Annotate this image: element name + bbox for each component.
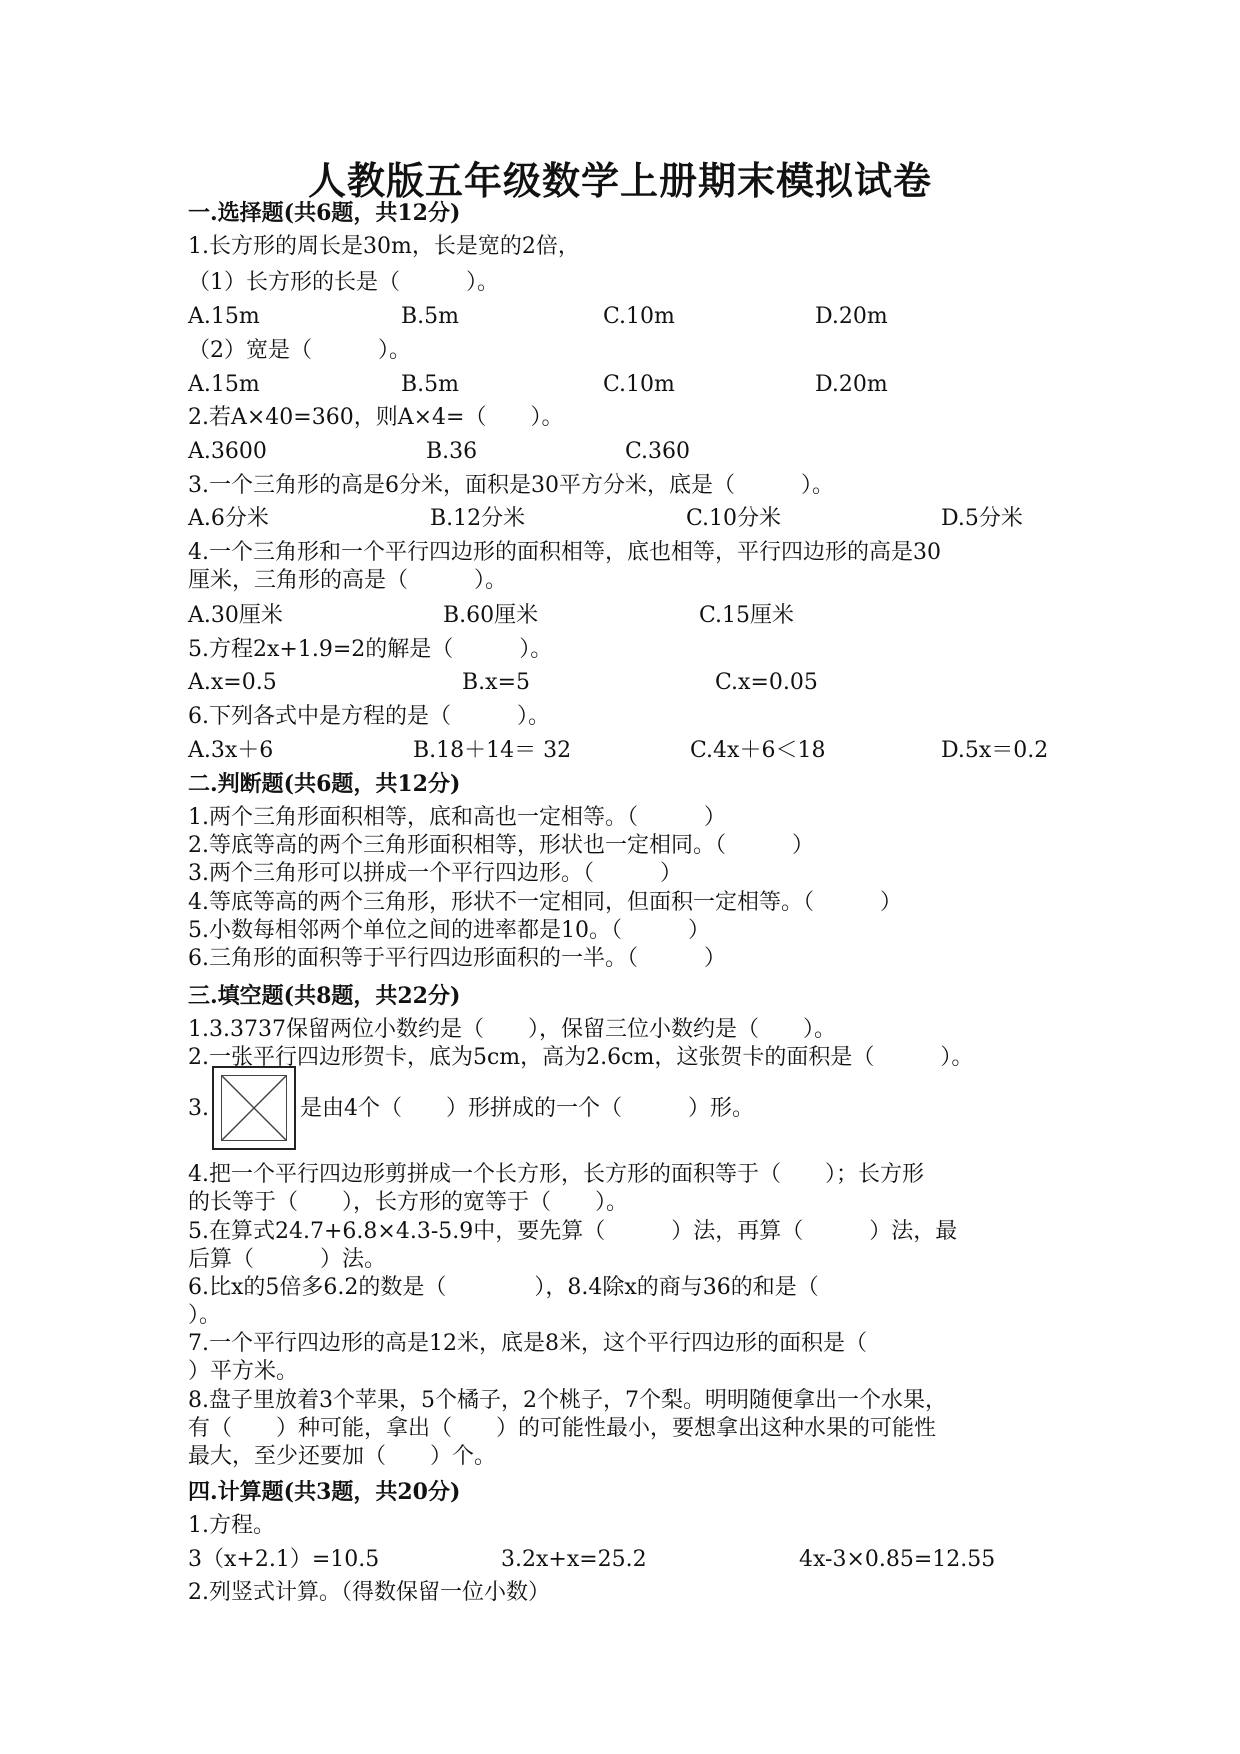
s1-question-5: 5.方程2x+1.9=2的解是（ ）。 <box>188 637 553 662</box>
s1-question-1-part-1: （1）长方形的长是（ ）。 <box>188 270 499 295</box>
option: C.15厘米 <box>699 603 795 628</box>
s4-question-2: 2.列竖式计算。（得数保留一位小数） <box>188 1580 550 1605</box>
option: B.5m <box>401 372 460 397</box>
option: C.360 <box>625 439 691 464</box>
s1-question-1-part-2: （2）宽是（ ）。 <box>188 338 411 363</box>
option: D.20m <box>815 372 888 397</box>
s3-question-2: 2.一张平行四边形贺卡，底为5cm，高为2.6cm，这张贺卡的面积是（ ）。 <box>188 1045 974 1070</box>
s3-question-5-line-2: 后算（ ）法。 <box>188 1247 387 1272</box>
s1-q2-options <box>188 437 1068 467</box>
s1-question-4-line-2: 厘米，三角形的高是（ ）。 <box>188 568 508 593</box>
equation: 3.2x+x=25.2 <box>501 1547 647 1572</box>
s1-q1a-options <box>188 302 1068 332</box>
option: C.10分米 <box>686 506 782 531</box>
s1-question-4-line-1: 4.一个三角形和一个平行四边形的面积相等，底也相等，平行四边形的高是30 <box>188 540 941 565</box>
s1-q3-options <box>188 504 1068 534</box>
option: B.60厘米 <box>443 603 539 628</box>
option: A.15m <box>188 304 260 329</box>
section-2-heading: 二.判断题(共6题，共12分) <box>188 771 461 797</box>
s1-question-2: 2.若A×40=360，则A×4=（ ）。 <box>188 405 564 430</box>
s2-item: 4.等底等高的两个三角形，形状不一定相同，但面积一定相等。（ ） <box>188 890 902 915</box>
s4-q1-equations <box>188 1545 1068 1575</box>
section-3-heading: 三.填空题(共8题，共22分) <box>188 983 461 1009</box>
s2-item: 6.三角形的面积等于平行四边形面积的一半。（ ） <box>188 946 726 971</box>
section-4-heading: 四.计算题(共3题，共20分) <box>188 1479 461 1505</box>
option: A.3x＋6 <box>188 738 274 763</box>
square-diagonals-figure <box>212 1066 296 1150</box>
s3-question-3-number: 3. <box>188 1096 209 1121</box>
s1-q4-options <box>188 601 1068 631</box>
s3-question-1: 1.3.3737保留两位小数约是（ ），保留三位小数约是（ ）。 <box>188 1017 836 1042</box>
s3-question-6-line-2: ）。 <box>188 1303 222 1328</box>
s3-question-4-line-2: 的长等于（ ），长方形的宽等于（ ）。 <box>188 1190 629 1215</box>
s1-q6-options <box>188 736 1068 766</box>
option: D.5x＝0.2 <box>941 738 1049 763</box>
s3-question-5-line-1: 5.在算式24.7+6.8×4.3-5.9中，要先算（ ）法，再算（ ）法，最 <box>188 1219 958 1244</box>
option: B.12分米 <box>430 506 526 531</box>
s2-item: 1.两个三角形面积相等，底和高也一定相等。（ ） <box>188 805 726 830</box>
s2-item: 2.等底等高的两个三角形面积相等，形状也一定相同。（ ） <box>188 833 814 858</box>
s1-q1b-options <box>188 370 1068 400</box>
s3-question-7-line-2: ）平方米。 <box>188 1359 299 1384</box>
option: A.30厘米 <box>188 603 283 628</box>
option: A.x=0.5 <box>188 670 277 695</box>
s2-item: 5.小数每相邻两个单位之间的进率都是10。（ ） <box>188 918 710 943</box>
s3-question-3-text: 是由4个（ ）形拼成的一个（ ）形。 <box>300 1096 754 1121</box>
s1-question-6: 6.下列各式中是方程的是（ ）。 <box>188 704 550 729</box>
option: B.5m <box>401 304 460 329</box>
option: C.4x＋6＜18 <box>690 738 826 763</box>
section-1-heading: 一.选择题(共6题，共12分) <box>188 200 461 226</box>
s1-question-3: 3.一个三角形的高是6分米，面积是30平方分米，底是（ ）。 <box>188 473 834 498</box>
s3-question-7-line-1: 7.一个平行四边形的高是12米，底是8米，这个平行四边形的面积是（ <box>188 1331 867 1356</box>
s1-q5-options <box>188 668 1068 698</box>
option: B.36 <box>426 439 478 464</box>
s1-question-1: 1.长方形的周长是30m，长是宽的2倍， <box>188 234 580 259</box>
option: B.x=5 <box>462 670 530 695</box>
option: B.18＋14＝ 32 <box>413 738 572 763</box>
option: C.10m <box>603 304 675 329</box>
option: D.5分米 <box>941 506 1023 531</box>
option: A.6分米 <box>188 506 269 531</box>
option: A.15m <box>188 372 260 397</box>
option: C.x=0.05 <box>715 670 818 695</box>
s3-question-4-line-1: 4.把一个平行四边形剪拼成一个长方形，长方形的面积等于（ ）；长方形 <box>188 1162 924 1187</box>
s4-question-1: 1.方程。 <box>188 1513 275 1538</box>
s3-question-8-line-3: 最大，至少还要加（ ）个。 <box>188 1444 497 1469</box>
option: C.10m <box>603 372 675 397</box>
option: A.3600 <box>188 439 267 464</box>
s3-question-8-line-2: 有（ ）种可能，拿出（ ）的可能性最小，要想拿出这种水果的可能性 <box>188 1416 937 1441</box>
exam-title: 人教版五年级数学上册期末模拟试卷 <box>307 158 932 203</box>
s3-question-8-line-1: 8.盘子里放着3个苹果，5个橘子，2个桃子，7个梨。明明随便拿出一个水果， <box>188 1388 947 1413</box>
s2-item: 3.两个三角形可以拼成一个平行四边形。（ ） <box>188 861 682 886</box>
s3-question-6-line-1: 6.比x的5倍多6.2的数是（ ），8.4除x的商与36的和是（ <box>188 1275 819 1300</box>
diagonals-svg <box>221 1075 287 1141</box>
equation: 3（x+2.1）=10.5 <box>188 1547 380 1572</box>
option: D.20m <box>815 304 888 329</box>
equation: 4x-3×0.85=12.55 <box>799 1547 996 1572</box>
